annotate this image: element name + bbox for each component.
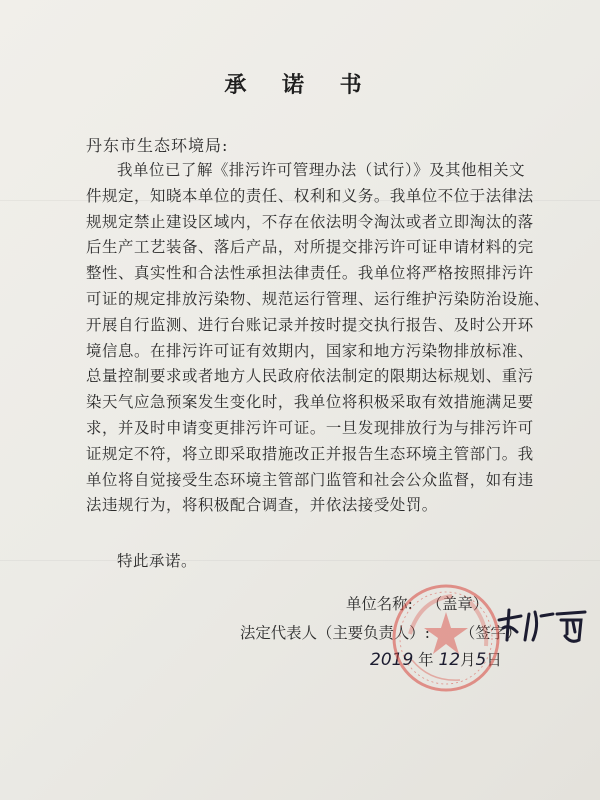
paper-fold	[0, 560, 600, 561]
body-line: 开展自行监测、进行台账记录并按时提交执行报告、及时公开环	[86, 315, 534, 334]
body-line: 总量控制要求或者地方人民政府依法制定的限期达标规划、重污	[86, 367, 534, 386]
month-char: 月	[460, 651, 476, 669]
body-line: 境信息。在排污许可证有效期内，国家和地方污染物排放标准、	[86, 341, 534, 360]
body-line: 规规定禁止建设区域内，不存在依法明令淘汰或者立即淘汰的落	[86, 212, 534, 231]
body-line: 我单位已了解《排污许可管理办法（试行）》及其他相关文	[117, 161, 526, 179]
sign-note: （签字）	[459, 624, 522, 642]
day-char: 日	[486, 651, 502, 669]
seal-note: （盖章）	[426, 595, 489, 613]
commitment-body	[86, 158, 550, 519]
year-char: 年	[418, 651, 434, 669]
body-line: 后生产工艺装备、落后产品，对所提交排污许可证申请材料的完	[86, 238, 534, 257]
body-line: 件规定，知晓本单位的责任、权利和义务。我单位不位于法律法	[86, 186, 534, 205]
body-line: 证规定不符，将立即采取措施改正并报告生态环境主管部门。我	[86, 444, 534, 463]
legal-rep-row	[240, 621, 521, 643]
handwritten-month: 12	[438, 650, 461, 670]
body-line: 法违规行为，将积极配合调查，并依法接受处罚。	[86, 496, 438, 515]
legal-rep-label: 法定代表人（主要负责人）:	[240, 624, 430, 642]
addressee: 丹东市生态环境局:	[86, 136, 229, 155]
date-row	[370, 648, 502, 670]
unit-name-row	[346, 592, 488, 614]
body-line: 求，并及时申请变更排污许可证。一旦发现排放行为与排污许可	[86, 418, 534, 437]
body-line: 单位将自觉接受生态环境主管部门监管和社会公众监督，如有违	[86, 470, 534, 489]
body-line: 可证的规定排放污染物、规范运行管理、运行维护污染防治设施、	[86, 289, 550, 308]
handwritten-day: 5	[475, 650, 487, 670]
handwritten-year: 2019	[370, 650, 414, 670]
closing-statement: 特此承诺。	[117, 552, 197, 570]
unit-name-label: 单位名称:	[346, 595, 413, 613]
document-title: 承 诺 书	[224, 72, 376, 98]
body-line: 整性、真实性和合法性承担法律责任。我单位将严格按照排污许	[86, 264, 534, 283]
body-line: 染天气应急预案发生变化时，我单位将积极采取有效措施满足要	[86, 393, 534, 412]
